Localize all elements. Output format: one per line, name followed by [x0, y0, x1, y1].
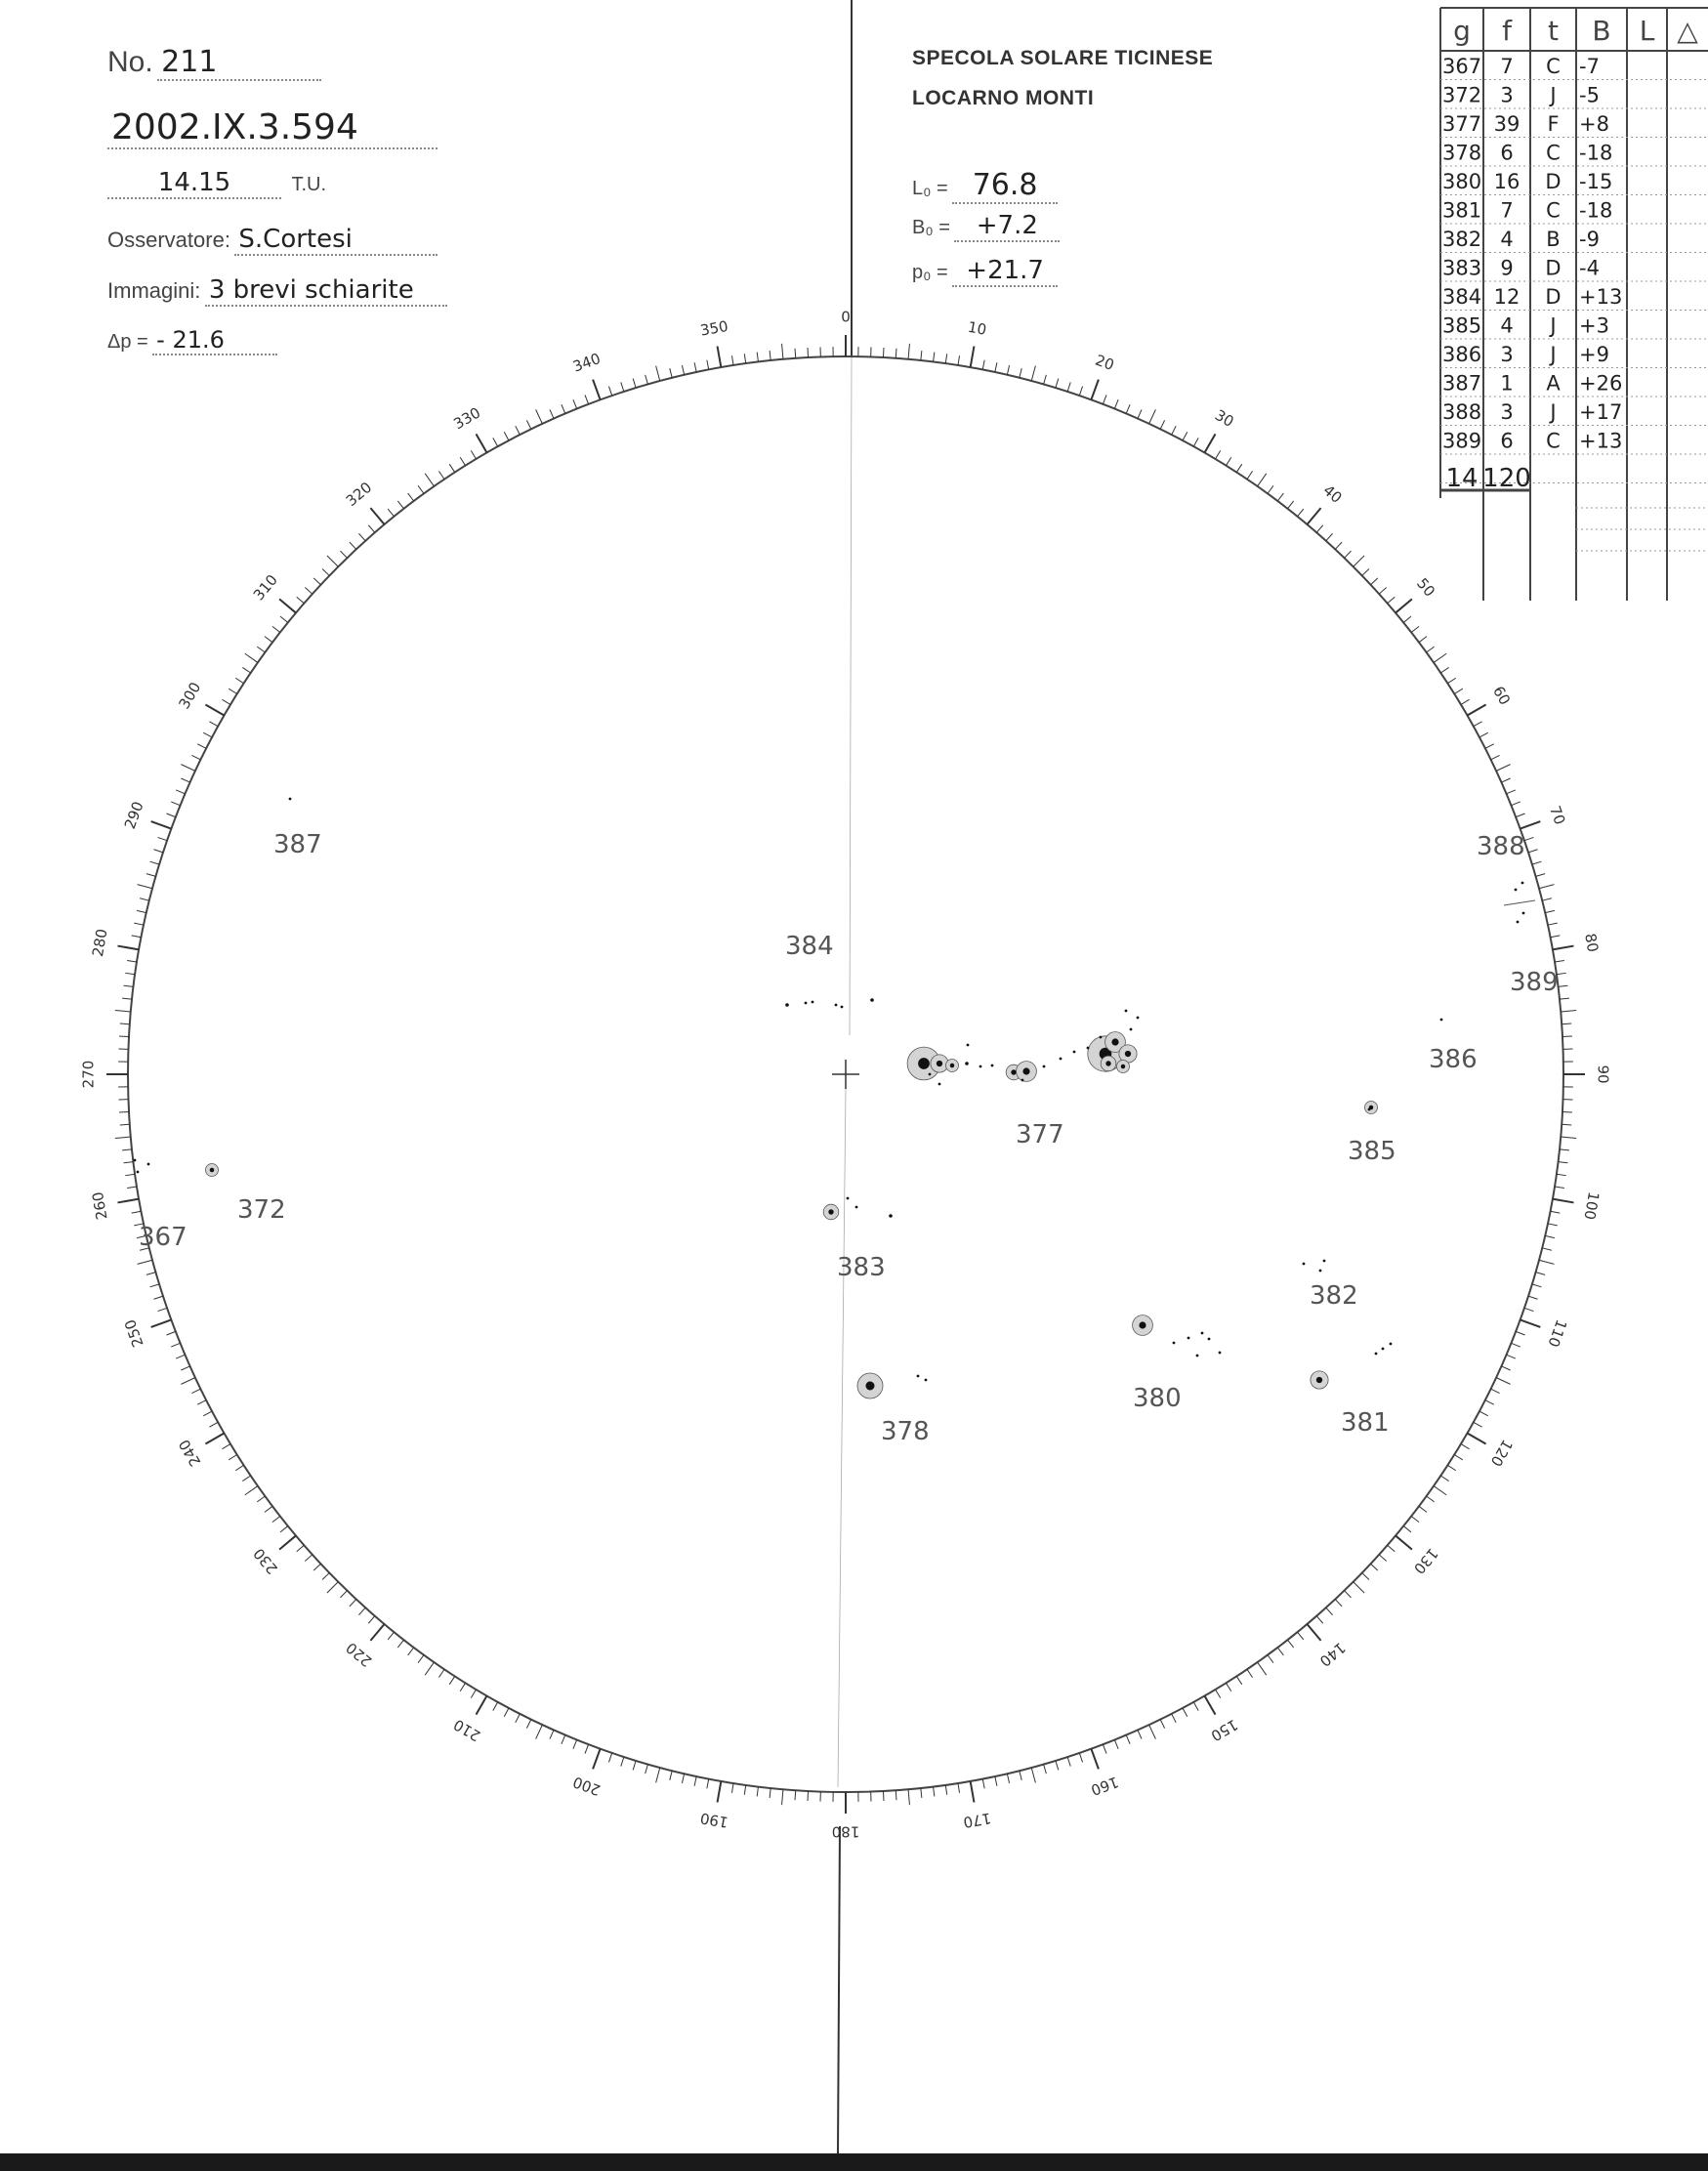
sunspot	[1060, 1058, 1062, 1061]
table-cell: +26	[1579, 371, 1623, 396]
sunspot	[938, 1083, 941, 1086]
sunspot	[1173, 1342, 1176, 1345]
table-cell: +13	[1579, 285, 1623, 309]
table-cell: -9	[1579, 228, 1600, 251]
sunspot	[137, 1171, 140, 1174]
sunspot	[289, 798, 292, 801]
sunspot	[1517, 921, 1520, 924]
dial-label: 80	[1581, 932, 1603, 954]
sunspot	[1021, 1079, 1024, 1082]
dial-label: 170	[961, 1809, 993, 1832]
group-label-389: 389	[1510, 968, 1559, 997]
date-value: 2002.IX.3.594	[107, 107, 437, 149]
sunspot	[1130, 1028, 1133, 1031]
dial-label: 60	[1489, 683, 1515, 709]
group-label-367: 367	[139, 1223, 187, 1252]
dial-label: 190	[698, 1809, 730, 1832]
table-cell: 6	[1500, 429, 1514, 453]
sunspot	[1368, 1108, 1371, 1111]
sunspot	[1201, 1332, 1204, 1335]
table-cell: 367	[1442, 55, 1482, 78]
l0-value: 76.8	[952, 168, 1058, 204]
dial-label: 280	[88, 927, 111, 959]
sunspot	[1521, 882, 1524, 885]
observer-value: S.Cortesi	[234, 225, 437, 256]
institution-name: SPECOLA SOLARE TICINESE	[912, 47, 1214, 69]
dial-label: 110	[1544, 1316, 1571, 1350]
sunspot	[1208, 1338, 1211, 1341]
dial-label: 300	[175, 679, 205, 713]
dial-label: 100	[1580, 1190, 1604, 1222]
table-cell: D	[1545, 256, 1562, 280]
dial-label: 270	[79, 1060, 98, 1089]
sunspot	[1105, 1061, 1110, 1065]
sunspot	[1125, 1051, 1131, 1057]
table-cell: 384	[1442, 285, 1482, 309]
dial-label: 310	[249, 570, 282, 605]
sunspot	[937, 1061, 942, 1066]
group-label-386: 386	[1429, 1045, 1478, 1074]
dial-label: 240	[175, 1436, 205, 1470]
table-cell: 7	[1500, 55, 1514, 78]
table-cell: 377	[1442, 112, 1482, 136]
dial-label: 130	[1409, 1544, 1442, 1578]
table-cell: -5	[1579, 83, 1600, 107]
sunspot	[1522, 912, 1525, 915]
sunspot	[866, 1382, 875, 1391]
table-cell: D	[1545, 285, 1562, 309]
dial-label: 320	[342, 478, 376, 511]
sunspot	[785, 1003, 789, 1007]
table-cell: 388	[1442, 400, 1482, 424]
table-cell: C	[1546, 55, 1561, 78]
sunspot	[950, 1064, 955, 1068]
sunspot	[1440, 1019, 1443, 1022]
table-cell: 382	[1442, 228, 1482, 251]
l0-label: L₀ =	[912, 178, 948, 199]
table-cell: +17	[1579, 400, 1623, 424]
table-cell: 3	[1500, 343, 1514, 366]
dial-label: 150	[1207, 1715, 1241, 1745]
group-label-383: 383	[837, 1253, 886, 1282]
sunspot	[925, 1379, 928, 1382]
b0-value: +7.2	[954, 211, 1060, 242]
table-header-4: L	[1639, 15, 1655, 47]
b0-label: B₀ =	[912, 217, 950, 238]
table-cell: 39	[1493, 112, 1521, 136]
sunspot	[870, 998, 874, 1002]
table-cell: +3	[1579, 313, 1609, 338]
table-cell: C	[1546, 198, 1561, 223]
table-cell: 4	[1500, 313, 1514, 338]
table-cell: +9	[1579, 343, 1609, 366]
table-cell: 380	[1442, 170, 1482, 193]
table-cell: C	[1546, 429, 1561, 453]
dial-label: 0	[841, 308, 851, 326]
table-cell: 385	[1442, 313, 1482, 338]
table-cell: 7	[1500, 198, 1514, 223]
sunspot	[835, 1004, 838, 1007]
dial-label: 70	[1546, 803, 1569, 827]
table-header-1: f	[1502, 15, 1512, 47]
table-cell: A	[1546, 371, 1561, 396]
dial-label: 180	[831, 1822, 860, 1841]
sunspot	[1137, 1017, 1140, 1020]
sunspot	[1100, 1036, 1103, 1039]
sunspot	[147, 1163, 150, 1166]
images-label: Immagini:	[107, 278, 201, 303]
sunspot	[1382, 1348, 1385, 1351]
images-value: 3 brevi schiarite	[205, 275, 447, 307]
sunspot	[828, 1209, 833, 1214]
dial-label: 250	[120, 1316, 147, 1350]
dial-label: 260	[88, 1190, 111, 1222]
table-cell: +13	[1579, 429, 1623, 453]
table-cell: 3	[1500, 83, 1514, 107]
table-cell: C	[1546, 141, 1561, 165]
sunspot	[1087, 1047, 1090, 1050]
table-header-3: B	[1592, 15, 1611, 47]
table-cell: +8	[1579, 112, 1609, 136]
table-cell: 389	[1442, 429, 1482, 453]
table-cell: 4	[1500, 228, 1514, 251]
sunspot	[1125, 1010, 1128, 1013]
group-label-372: 372	[237, 1195, 286, 1225]
sunspot	[929, 1073, 932, 1076]
table-cell: 383	[1442, 256, 1482, 280]
table-cell: 9	[1500, 256, 1514, 280]
table-total: 120	[1482, 464, 1531, 493]
group-label-381: 381	[1341, 1408, 1390, 1438]
group-label-387: 387	[273, 830, 322, 859]
delta-p-value: - 21.6	[152, 326, 277, 355]
p0-value: +21.7	[952, 256, 1058, 287]
dial-label: 330	[450, 403, 484, 434]
institution-location: LOCARNO MONTI	[912, 87, 1095, 109]
dial-label: 350	[698, 316, 730, 340]
table-cell: F	[1547, 112, 1560, 136]
time-value: 14.15	[107, 168, 281, 199]
sunspot	[1111, 1038, 1118, 1045]
table-cell: -15	[1579, 170, 1613, 193]
group-label-385: 385	[1348, 1137, 1396, 1166]
table-cell: 1	[1500, 371, 1514, 396]
table-cell: D	[1545, 170, 1562, 193]
dial-label: 340	[570, 349, 604, 376]
axis-bottom	[838, 1826, 840, 2153]
dial-label: 210	[450, 1715, 484, 1745]
sunspot	[1515, 889, 1518, 892]
table-cell: 386	[1442, 343, 1482, 366]
sunspot	[841, 1006, 844, 1009]
table-cell: B	[1546, 228, 1561, 251]
sunspot	[917, 1375, 920, 1378]
sunspot	[1316, 1377, 1322, 1383]
sunspot	[1022, 1067, 1029, 1074]
dial-label: 20	[1093, 351, 1117, 374]
sunspot	[1219, 1352, 1222, 1355]
sunspot	[1139, 1321, 1146, 1328]
group-label-384: 384	[785, 932, 834, 961]
table-cell: 12	[1493, 285, 1521, 309]
table-cell: 16	[1493, 170, 1521, 193]
dial-label: 10	[966, 317, 988, 339]
group-label-388: 388	[1477, 832, 1525, 861]
table-cell: 378	[1442, 141, 1482, 165]
sunspot	[1323, 1260, 1326, 1263]
sunspot	[812, 1001, 814, 1004]
time-unit: T.U.	[291, 174, 327, 195]
table-cell: J	[1550, 313, 1557, 338]
sunspot	[918, 1058, 930, 1069]
table-cell: -7	[1579, 55, 1600, 78]
table-cell: 381	[1442, 198, 1482, 223]
number-label: No.	[107, 46, 153, 78]
table-cell: -4	[1579, 256, 1600, 280]
table-header-2: t	[1548, 15, 1559, 47]
table-cell: 6	[1500, 141, 1514, 165]
table-cell: 372	[1442, 83, 1482, 107]
table-cell: J	[1550, 400, 1557, 424]
dial-label: 230	[249, 1544, 282, 1578]
sunspot	[1303, 1263, 1306, 1266]
group-label-377: 377	[1016, 1120, 1064, 1149]
sunspot	[805, 1002, 808, 1005]
dial-label: 140	[1315, 1638, 1350, 1671]
sunspot	[1011, 1069, 1016, 1074]
observer-label: Osservatore:	[107, 228, 230, 252]
sunspot	[1319, 1270, 1322, 1273]
p0-label: p₀ =	[912, 262, 948, 283]
dial-label: 90	[1594, 1065, 1612, 1084]
sunspot	[967, 1044, 970, 1047]
group-label-380: 380	[1133, 1384, 1182, 1413]
scan-edge-bar	[0, 2153, 1708, 2171]
sunspot	[979, 1065, 982, 1068]
sunspot	[1187, 1337, 1190, 1340]
dial-label: 290	[120, 799, 147, 832]
dial-label: 50	[1413, 574, 1439, 601]
sunspot	[847, 1197, 850, 1200]
sunspot	[965, 1062, 969, 1065]
sunspot	[210, 1168, 215, 1173]
sunspot	[1196, 1355, 1199, 1357]
group-label-378: 378	[881, 1417, 930, 1446]
dial-label: 220	[342, 1638, 376, 1671]
dial-label: 30	[1211, 405, 1237, 431]
sunspot	[1121, 1065, 1126, 1069]
sunspot	[1390, 1343, 1393, 1346]
sunspot	[855, 1206, 858, 1209]
table-header-5: △	[1677, 15, 1698, 47]
table-header-0: g	[1453, 15, 1471, 47]
group-388-marker	[1504, 900, 1535, 905]
dial-label: 40	[1319, 480, 1346, 507]
sunspot	[1043, 1065, 1046, 1068]
table-cell: -18	[1579, 198, 1613, 223]
table-total: 14	[1445, 464, 1479, 493]
dial-label: 160	[1088, 1773, 1121, 1800]
sunspot	[134, 1159, 137, 1162]
table-cell: 3	[1500, 400, 1514, 424]
number-value: 211	[157, 45, 321, 81]
dial-label: 200	[570, 1773, 604, 1800]
table-cell: J	[1550, 343, 1557, 366]
dial-label: 120	[1486, 1436, 1517, 1470]
delta-p-label: Δp =	[107, 331, 148, 353]
group-label-382: 382	[1310, 1281, 1358, 1311]
sunspot	[889, 1214, 893, 1218]
table-cell: -18	[1579, 141, 1613, 165]
sunspot	[1073, 1051, 1076, 1054]
table-cell: 387	[1442, 371, 1482, 396]
sunspot	[1375, 1353, 1378, 1356]
sunspot	[991, 1065, 994, 1067]
table-cell: J	[1550, 83, 1557, 107]
